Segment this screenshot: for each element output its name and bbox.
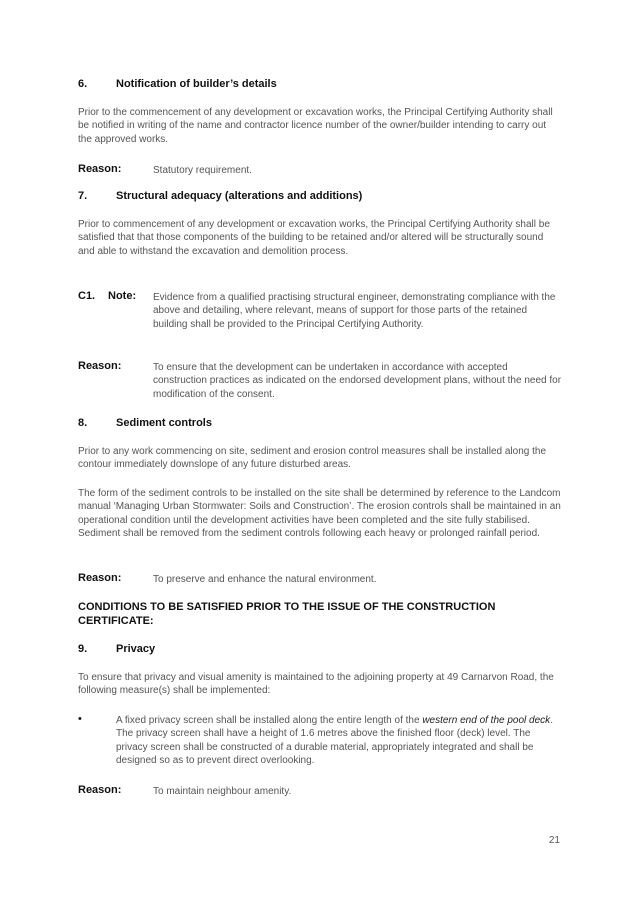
conditions-heading: CONDITIONS TO BE SATISFIED PRIOR TO THE ISSUE OF THE CONSTRUCTION CERTIFICATE: [78, 601, 496, 627]
bullet-text-start: A fixed privacy screen shall be installed along the entire length of the [116, 715, 423, 726]
section-6-body: Prior to the commencement of any development or excavation works, the Principal Certifying Authority shall be notified in writing of the name and contractor licence number of the owner/builder intending to carry out the approved works. [78, 107, 553, 145]
bullet-text-emphasis: western end of the pool deck [422, 715, 551, 726]
bullet-text-end: . The privacy screen shall have a height of 1.6 metres above the finished floor (deck) level. The privacy screen shall be constructed of a durable material, appropriately integrated and shall be designed so as to prevent direct overlooking. [116, 715, 553, 767]
reason-label: Reason: [78, 572, 122, 584]
bullet-text [116, 714, 562, 768]
section-8-heading [78, 417, 562, 429]
section-number: 6. [78, 78, 88, 90]
section-8-body-2: The form of the sediment controls to be installed on the site shall be determined by reference to the Landcom manual ‘Managing Urban Stormwater: Soils and Construction’. The erosion controls shall be maintained in an operational condition until the development activities have been completed and the site fully stabilised. Sediment shall be removed from the sediment controls following each heavy or prolonged rainfall period. [78, 488, 561, 540]
section-7-heading [78, 190, 562, 202]
section-number: 8. [78, 417, 88, 429]
section-title: Privacy [116, 643, 156, 655]
section-9-body: To ensure that privacy and visual amenity is maintained to the adjoining property at 49 Carnarvon Road, the following measure(s) shall be implemented: [78, 672, 554, 697]
section-9-heading [78, 643, 562, 655]
reason-text: To preserve and enhance the natural environment. [153, 574, 377, 585]
section-6-heading [78, 78, 562, 90]
section-title: Notification of builder’s details [116, 78, 277, 90]
reason-text: To maintain neighbour amenity. [153, 786, 292, 797]
section-8-body-1: Prior to any work commencing on site, sediment and erosion control measures shall be installed along the contour immediately downslope of any future disturbed areas. [78, 446, 547, 471]
bullet-icon: • [78, 713, 82, 725]
reason-label: Reason: [78, 360, 122, 372]
section-title: Sediment controls [116, 417, 212, 429]
reason-label: Reason: [78, 784, 122, 796]
section-number: 7. [78, 190, 88, 202]
note-text: Evidence from a qualified practising structural engineer, demonstrating compliance with the above and detailing, where relevant, means of support for those parts of the retained building shall be provided to the Principal Certifying Authority. [153, 292, 556, 330]
reason-text: To ensure that the development can be undertaken in accordance with accepted construction practices as indicated on the endorsed development plans, without the need for modification of the consent. [153, 362, 562, 400]
reason-label: Reason: [78, 163, 122, 175]
section-7-body: Prior to commencement of any development or excavation works, the Principal Certifying Authority shall be satisfied that that those components of the building to be retained and/or altered will be structurally sound and able to withstand the excavation and demolition process. [78, 219, 550, 257]
section-number: 9. [78, 643, 88, 655]
condition-label: C1. [78, 290, 96, 302]
page-number: 21 [548, 835, 560, 846]
section-title: Structural adequacy (alterations and additions) [116, 190, 363, 202]
reason-text: Statutory requirement. [153, 165, 252, 176]
note-label: Note: [108, 290, 137, 302]
